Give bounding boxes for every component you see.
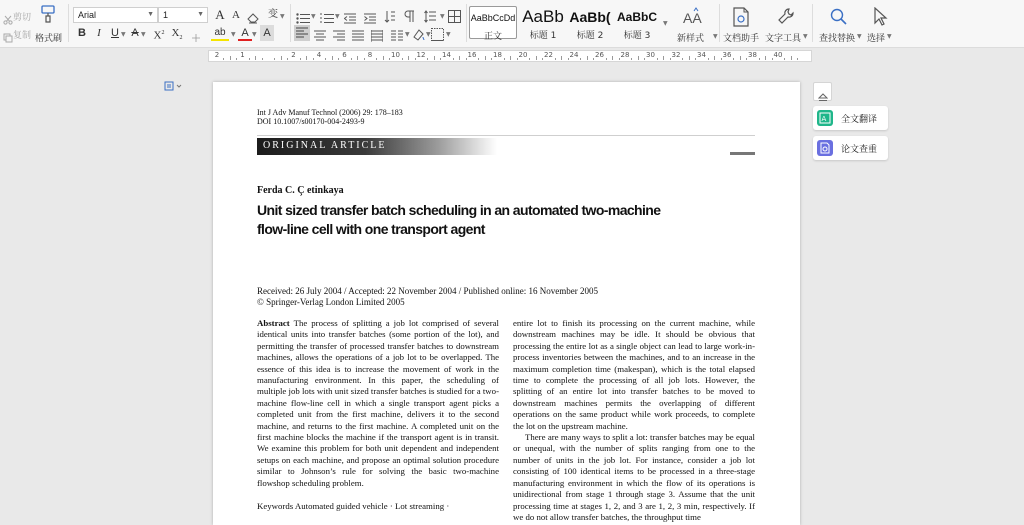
align-left-icon[interactable]: [294, 25, 310, 45]
ruler-tick: [332, 56, 333, 60]
ruler-tick: [759, 58, 760, 60]
highlight-button[interactable]: ab: [211, 25, 229, 41]
ruler-tick: [255, 56, 256, 60]
superscript-button[interactable]: $X^2$: [153, 29, 165, 42]
ruler-label: 34: [697, 51, 706, 59]
right-column: [513, 318, 755, 523]
ruler-tick: [504, 58, 505, 60]
line-spacing-icon[interactable]: [424, 8, 436, 27]
underline-button[interactable]: U: [111, 27, 119, 39]
article-title-line-2: flow-line cell with one transport agent: [257, 221, 485, 237]
ruler-label: 1: [240, 51, 245, 59]
journal-citation: Int J Adv Manuf Technol (2006) 29: 178–183: [257, 108, 403, 117]
eject-icon: [818, 87, 828, 106]
article-title-line-1: Unit sized transfer batch scheduling in an automated two-machine: [257, 202, 661, 218]
ruler-tick: [376, 58, 377, 60]
ruler-tick: [663, 56, 664, 60]
new-style-icon[interactable]: [683, 7, 703, 31]
ruler-tick: [695, 58, 696, 60]
outdent-icon[interactable]: [344, 9, 356, 28]
chevron-down-icon[interactable]: ▼: [426, 31, 431, 38]
ruler-tick: [593, 58, 594, 60]
subscript-label: X: [171, 27, 180, 39]
chevron-down-icon[interactable]: ▼: [311, 13, 316, 20]
ruler-tick: [612, 56, 613, 60]
chevron-down-icon[interactable]: ▼: [280, 13, 285, 20]
ruler-tick: [300, 58, 301, 60]
justify-icon[interactable]: [352, 27, 364, 46]
body-paragraph-2: There are many ways to split a lot: transfer batches may be equal or unequal, with the number of splits ranging from one to the number of units in the job lot. For instance, consider a job lot consisting of 100 identical items to be processed in a three-stage manufacturing environment in which the flow of its operations is unidirectional from stage 1 through stage 3. Assume that the unit processing time at stages 1, 2, and 3 are 1, 2, 3 min, respectively. If we do not allow transfer batches, the throughput time: [513, 432, 755, 522]
plagiarism-check-button[interactable]: [813, 136, 888, 160]
ruler-tick: [383, 56, 384, 60]
chevron-down-icon: ▼: [197, 11, 204, 18]
ruler-tick: [389, 58, 390, 60]
navigation-pane-icon[interactable]: [164, 76, 182, 95]
align-center-icon[interactable]: [314, 27, 326, 46]
chevron-down-icon[interactable]: ▼: [446, 31, 451, 38]
chevron-down-icon[interactable]: ▼: [857, 33, 862, 40]
ruler-tick: [325, 58, 326, 60]
grow-font-button[interactable]: A: [215, 7, 225, 22]
style-heading2-label: 标题 2: [576, 31, 604, 41]
chevron-down-icon[interactable]: ▼: [231, 31, 236, 38]
border-icon[interactable]: [431, 26, 444, 45]
style-normal-label: 正文: [483, 32, 502, 42]
ruler-tick: [561, 56, 562, 60]
translate-icon: [817, 110, 833, 126]
bold-button[interactable]: B: [78, 27, 86, 39]
ruler-tick: [587, 56, 588, 60]
ruler-tick: [797, 58, 798, 60]
font-size-value: 1: [163, 10, 169, 20]
ruler-label: 30: [646, 51, 655, 59]
ruler-tick: [784, 58, 785, 60]
ruler-tick: [733, 58, 734, 60]
chevron-down-icon[interactable]: ▼: [713, 33, 718, 40]
new-style-button[interactable]: 新样式: [677, 34, 705, 44]
full-translate-label: 全文翻译: [841, 115, 878, 125]
chevron-down-icon[interactable]: ▼: [440, 13, 445, 20]
ruler-tick: [638, 56, 639, 60]
chevron-down-icon[interactable]: ▼: [887, 33, 892, 40]
ruler-tick: [529, 58, 530, 60]
ruler-tick: [689, 56, 690, 60]
abstract-label: Abstract: [257, 318, 290, 328]
font-color-button[interactable]: A: [238, 25, 252, 41]
ruler-label: 22: [544, 51, 553, 59]
plagiarism-check-label: 论文查重: [841, 145, 878, 155]
ruler-tick: [223, 58, 224, 60]
body-paragraph-1: entire lot to finish its processing on the current machine, while downstream machines may be idle. It should be obvious that processing the entire lot as a single object can lead to large work-in-process inventories between the machines, and to an increase in the maximum completion time (makespan), which is the total elapsed time to complete the processing of all job lots. However, the splitting of an entire lot into transfer batches to be moved to downstream machines permits the overlapping of different operations on the same product while work proceeds, to complete the lot on the upstream machine.: [513, 318, 755, 431]
author-name: Ferda C. Ç etinkaya: [257, 185, 344, 196]
style-normal[interactable]: [469, 6, 517, 42]
shading-icon[interactable]: [412, 26, 425, 45]
ruler-tick: [427, 58, 428, 60]
chevron-down-icon[interactable]: ▼: [405, 31, 410, 38]
ruler-label: 10: [391, 51, 400, 59]
ruler-tick: [740, 56, 741, 60]
copy-button[interactable]: 复制: [13, 31, 32, 41]
ruler-tick: [357, 56, 358, 60]
full-translate-button[interactable]: [813, 106, 888, 130]
ruler-tick: [236, 58, 237, 60]
format-painter-icon[interactable]: [40, 5, 56, 27]
document-page[interactable]: [213, 82, 800, 525]
ruler-tick: [619, 58, 620, 60]
doi-line: DOI 10.1007/s00170-004-2493-9: [257, 117, 365, 126]
cursor-arrow-icon[interactable]: [872, 7, 888, 31]
article-type-label: ORIGINAL ARTICLE: [263, 140, 387, 151]
separator: [290, 4, 291, 42]
ruler-tick: [249, 58, 250, 60]
text-tools-button[interactable]: 文字工具: [765, 34, 802, 44]
ruler-tick: [338, 58, 339, 60]
ruler-label: 20: [518, 51, 528, 59]
style-heading1-label: 标题 1: [529, 31, 557, 41]
show-marks-icon[interactable]: [404, 8, 416, 27]
ruler-tick: [536, 56, 537, 60]
ruler-label: 2: [291, 51, 296, 59]
svg-text:AA: AA: [683, 10, 702, 26]
ruler-label: 16: [467, 51, 477, 59]
ruler-tick: [466, 58, 467, 60]
ruler-label: 4: [316, 51, 322, 59]
style-heading1[interactable]: [519, 6, 567, 39]
ruler-tick: [313, 58, 314, 60]
scissors-icon[interactable]: [3, 10, 13, 29]
ruler-tick: [408, 56, 409, 60]
ruler-tick: [791, 56, 792, 60]
chevron-down-icon[interactable]: ▼: [121, 31, 126, 38]
chevron-down-icon[interactable]: ▼: [141, 31, 146, 38]
ruler-tick: [772, 58, 773, 60]
ruler-tick: [721, 58, 722, 60]
ruler-tick: [682, 58, 683, 60]
format-painter-button[interactable]: 格式刷: [35, 34, 63, 44]
style-normal-preview: AaBbCcDd: [470, 13, 516, 23]
style-heading2[interactable]: [567, 6, 613, 39]
italic-button[interactable]: I: [97, 27, 101, 39]
ruler-tick: [644, 58, 645, 60]
ruler-label: 12: [416, 51, 426, 59]
collapse-panel-button[interactable]: [813, 82, 832, 101]
ruler-tick: [491, 58, 492, 60]
keywords-line: Keywords Automated guided vehicle · Lot streaming ·: [257, 501, 450, 512]
table-border-icon[interactable]: [448, 8, 461, 27]
copy-icon[interactable]: [3, 28, 13, 47]
ruler-tick: [262, 58, 263, 60]
ruler-label: 28: [620, 51, 630, 59]
ruler-tick: [708, 58, 709, 60]
superscript-label: X: [153, 29, 162, 42]
doc-assistant-button[interactable]: 文档助手: [723, 34, 760, 44]
doc-assistant-icon[interactable]: [732, 7, 750, 31]
ruler-label: 18: [493, 51, 502, 59]
header-rule-accent: [730, 152, 755, 155]
ruler-label: 24: [569, 51, 579, 59]
separator: [466, 4, 467, 42]
copyright-line: © Springer-Verlag London Limited 2005: [257, 297, 405, 307]
separator: [812, 4, 813, 42]
columns-icon[interactable]: [391, 27, 403, 46]
ruler-label: 38: [748, 51, 757, 59]
chevron-down-icon[interactable]: ▼: [803, 33, 808, 40]
ruler-tick: [568, 58, 569, 60]
header-rule: [257, 135, 755, 136]
ruler-tick: [714, 56, 715, 60]
ruler-tick: [459, 56, 460, 60]
ruler-tick: [517, 58, 518, 60]
ruler-label: 14: [442, 51, 451, 59]
ribbon-toolbar: [0, 0, 1024, 48]
ruler-tick: [510, 56, 511, 60]
ruler-tick: [580, 58, 581, 60]
ruler-tick: [631, 58, 632, 60]
subscript-button[interactable]: $X_2$: [171, 27, 183, 42]
ruler-tick: [542, 58, 543, 60]
ruler-tick: [765, 56, 766, 60]
ruler-tick: [670, 58, 671, 60]
ruler-tick: [230, 56, 231, 60]
article-type-banner: [257, 138, 497, 155]
ruler-tick: [281, 56, 282, 60]
wrench-icon[interactable]: [777, 7, 795, 31]
ruler-label: 2: [214, 51, 220, 59]
ruler-tick: [440, 58, 441, 60]
ruler-tick: [274, 58, 275, 60]
separator: [719, 4, 720, 42]
find-replace-button[interactable]: 查找替换: [819, 34, 856, 44]
paper-check-icon: [817, 140, 833, 156]
select-button[interactable]: 选择: [867, 34, 886, 44]
sort-icon[interactable]: [384, 8, 396, 27]
ruler-tick: [485, 56, 486, 60]
chevron-down-icon[interactable]: ▼: [335, 13, 340, 20]
ruler-tick: [746, 58, 747, 60]
style-heading3[interactable]: [613, 6, 661, 39]
ruler-tick: [287, 58, 288, 60]
strikethrough-button[interactable]: A: [131, 27, 139, 39]
ruler-label: 8: [367, 51, 373, 59]
horizontal-ruler[interactable]: [208, 50, 812, 62]
font-name-select[interactable]: [73, 7, 158, 23]
style-heading2-preview: AaBb(: [569, 9, 611, 25]
align-right-icon[interactable]: [333, 27, 345, 46]
style-gallery-more-icon[interactable]: ▼: [663, 20, 668, 27]
indent-icon[interactable]: [364, 9, 376, 28]
eraser-icon[interactable]: [191, 28, 201, 47]
numbered-list-icon[interactable]: [320, 9, 334, 28]
separator: [68, 4, 69, 42]
ruler-tick: [555, 58, 556, 60]
font-name-value: Arial: [78, 10, 97, 20]
ruler-label: 40: [773, 51, 783, 59]
ruler-label: 26: [595, 51, 604, 59]
style-heading1-preview: AaBb: [522, 7, 564, 26]
ruler-tick: [453, 58, 454, 60]
phonetic-button[interactable]: 变: [268, 9, 278, 20]
style-heading3-preview: AaBbC: [616, 10, 657, 24]
ruler-tick: [364, 58, 365, 60]
ruler-tick: [306, 56, 307, 60]
svg-text:A: A: [821, 115, 827, 123]
chevron-down-icon: ▼: [147, 11, 154, 18]
received-dates: Received: 26 July 2004 / Accepted: 22 November 2004 / Published online: 16 November 2005: [257, 286, 598, 296]
chevron-down-icon[interactable]: ▼: [252, 31, 257, 38]
ruler-tick: [478, 58, 479, 60]
ruler-tick: [415, 58, 416, 60]
left-column: [257, 318, 499, 513]
abstract-paragraph: [257, 318, 499, 489]
ruler-tick: [606, 58, 607, 60]
ruler-tick: [402, 58, 403, 60]
font-size-select[interactable]: [158, 7, 208, 23]
ruler-tick: [351, 58, 352, 60]
shrink-font-button[interactable]: A: [232, 9, 240, 21]
ruler-ticks: [209, 51, 811, 61]
ruler-tick: [657, 58, 658, 60]
ruler-label: 6: [342, 51, 347, 59]
char-shading-button[interactable]: A: [260, 25, 274, 41]
distribute-icon[interactable]: [371, 27, 383, 46]
ruler-label: 36: [722, 51, 732, 59]
cut-button[interactable]: 剪切: [13, 13, 32, 23]
abstract-text: The process of splitting a job lot comprised of several identical units into transfer batches (some portion of the lot), and permitting the transfer of processed transfer batches to downstream machines, allows the operations of a job lot to be overlapped. The essence of this idea is to increase the movement of work in the manufacturing environment. In this paper, the scheduling of multiple job lots with unit sized transfer batches is studied for a two-machine flow-line cell in which a single transport agent picks a completed unit from the first machine, delivers it to the second machine, and returns to the first machine. A completed unit on the first machine blocks the machine if the transport agent is in transit. We examine this problem for both unit dependent and independent setups on each machine, and propose an optimal solution procedure similar to Johnson’s rule for solving the basic two-machine flowshop scheduling problem.: [257, 318, 499, 488]
ruler-tick: [434, 56, 435, 60]
style-heading3-label: 标题 3: [623, 31, 651, 41]
ruler-label: 32: [671, 51, 681, 59]
search-icon[interactable]: [830, 7, 848, 31]
